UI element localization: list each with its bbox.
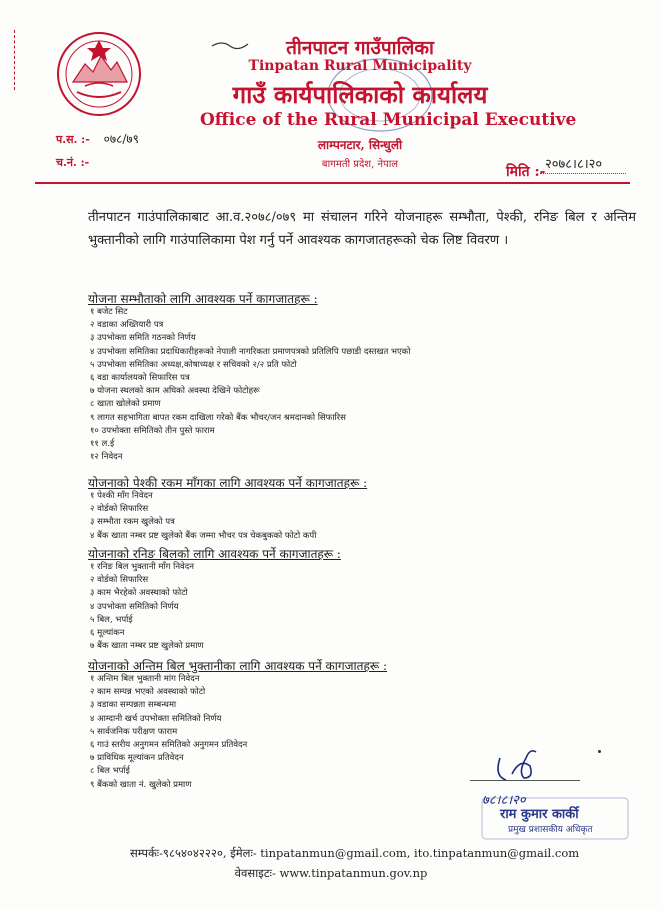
handwritten-signature-icon (490, 728, 590, 788)
list-item: २ काम सम्पन्न भएको अवस्थाको फोटो (90, 687, 206, 698)
list-item: १२ निवेदन (90, 452, 123, 463)
list-item: ६ वडा कार्यालयको सिफारिस पत्र (90, 373, 190, 384)
list-item: ७ प्राविधिक मूल्यांकन प्रतिवेदन (90, 753, 184, 764)
letter-ref (56, 130, 139, 147)
list-item: ८ बिल भर्पाई (90, 766, 130, 777)
section-list-running-bill (90, 561, 204, 653)
ps-label: प.स. :- (56, 133, 90, 146)
list-item: ४ आम्दानी खर्च उपभोक्ता समितिको निर्णय (90, 713, 222, 724)
office-name-np: गाउँ कार्यपालिकाको कार्यालय (232, 80, 488, 109)
date-underline (540, 173, 626, 174)
list-item: २ वोर्डको सिफारिस (90, 575, 149, 586)
municipality-name-np: तीनपाटन गाउँपालिका (286, 37, 434, 59)
ink-dot (598, 750, 601, 753)
section-title-running-bill: योजनाको रनिङ बिलको लागि आवश्यक पर्ने कागजातहरू : (88, 547, 341, 561)
list-item: ३ उपभोक्ता समिति गठनको निर्णय (90, 333, 196, 344)
list-item: ६ गाउं स्तरीय अनुगमन समितिको अनुगमन प्रतिवेदन (90, 740, 248, 751)
section-title-agreement: योजना सम्भौताको लागि आवश्यक पर्ने कागजातहरू : (88, 292, 318, 306)
list-item: १० उपभोक्ता समितिको तीन पुस्ते फाराम (90, 425, 215, 436)
signatory-post: प्रमुख प्रशासकीय अधिकृत (508, 825, 593, 835)
list-item: ११ ल.ई (90, 439, 115, 450)
nepal-emblem-icon (55, 30, 143, 116)
office-name-en: Office of the Rural Municipal Executive (200, 110, 577, 130)
signature-date: ७८।८।२० (482, 793, 526, 808)
footer-website: वेवसाइटः- www.tinpatanmun.gov.np (234, 866, 428, 880)
list-item: २ वोर्डको सिफारिस (90, 504, 149, 515)
list-item: ८ खाता खोलेको प्रमाण (90, 399, 161, 410)
list-item: १ पेश्की माँग निवेदन (90, 491, 153, 501)
ps-value: ०७८/७९ (103, 132, 139, 146)
list-item: ६ मूल्यांकन (90, 628, 125, 639)
section-title-advance: योजनाको पेश्की रकम माँगका लागि आवश्यक पर्ने कागजातहरू : (88, 476, 368, 490)
list-item: ७ बैंक खाता नम्बर प्रष्ट खुलेको प्रमाण (90, 641, 204, 652)
list-item: ३ वडाका सम्पन्नता सम्बन्धमा (90, 700, 177, 711)
list-item: २ वडाका अख्तियारी पत्र (90, 320, 164, 331)
province-np: बागमती प्रदेश, नेपाल (321, 159, 399, 170)
section-title-final-bill: योजनाको अन्तिम बिल भुक्तानीका लागि आवश्यक पर्ने कागजातहरू : (88, 659, 388, 673)
list-item: १ बजेट सिट (90, 307, 128, 317)
list-item: ५ बिल, भर्पाई (90, 614, 133, 625)
list-item: ३ काम भैरहेको अवस्थाको फोटो (90, 588, 188, 599)
list-item: ४ बैंक खाता नम्बर प्रष्ट खुलेको बैंक जम्मा भौचर पत्र चेकबुकको फोटो कपी (90, 530, 317, 541)
signatory-name: राम कुमार कार्की (500, 807, 579, 822)
cn-label: च.नं. :- (56, 156, 90, 169)
footer-contact: सम्पर्कः-९८५४०४२२२०, ईमेलः- tinpatanmun@gmail.com, ito.tinpatanmun@gmail.com (130, 846, 580, 860)
list-item: ५ सार्वजनिक परीक्षण फाराम (90, 726, 178, 737)
list-item: ९ बैंकको खाता नं. खुलेको प्रमाण (90, 779, 192, 790)
section-list-advance (90, 490, 316, 543)
intro-paragraph: तीनपाटन गाउंपालिकाबाट आ.व.२०७८/०७९ मा संचालन गरिने योजनाहरू सम्भौता, पेश्की, रनिङ बिल र अन्तिम भुक्तानीको लागि गाउंपालिकामा पेश गर्नु पर्ने आवश्यक कागजातहरूको चेक लिष्ट विवरण । (88, 210, 636, 248)
list-item: ५ उपभोक्ता समितिका अध्यक्ष,कोषाध्यक्ष र सचिवको २/२ प्रति फोटो (90, 359, 297, 370)
list-item: ४ उपभोक्ता समितिको निर्णय (90, 601, 179, 612)
list-item: ७ योजना स्थलको काम अघिको अवस्था देखिने फोटोहरू (90, 386, 260, 397)
address-np: लाम्पनटार, सिन्धुली (317, 138, 403, 152)
list-item: १ रनिङ बिल भुक्तानी माँग निवेदन (90, 562, 195, 572)
section-list-final-bill (90, 673, 247, 792)
list-item: ९ लागत सहभागिता बापत रकम दाखिला गरेको बैंक भौचर/जन श्रमदानको सिफारिस (90, 412, 346, 423)
header-divider (35, 182, 630, 184)
letter-cn (56, 155, 89, 170)
list-item: ३ सम्भौता रकम खुलेको पत्र (90, 517, 175, 528)
date-value: २०७८।८।२० (545, 157, 603, 172)
date-label: मिति :- (506, 164, 546, 180)
section-list-agreement (90, 306, 410, 464)
municipality-name-en: Tinpatan Rural Municipality (248, 58, 472, 74)
signature-line (470, 780, 580, 781)
list-item: १ अन्तिम बिल भुक्तानी मांग निवेदन (90, 674, 200, 684)
list-item: ४ उपभोक्ता समितिका प्रदाधिकारीहरूको नेपाली नागरिकता प्रमाणपत्रको प्रतिलिपि पछाडी दस्तखत भएको (90, 346, 411, 357)
margin-mark (14, 30, 16, 90)
